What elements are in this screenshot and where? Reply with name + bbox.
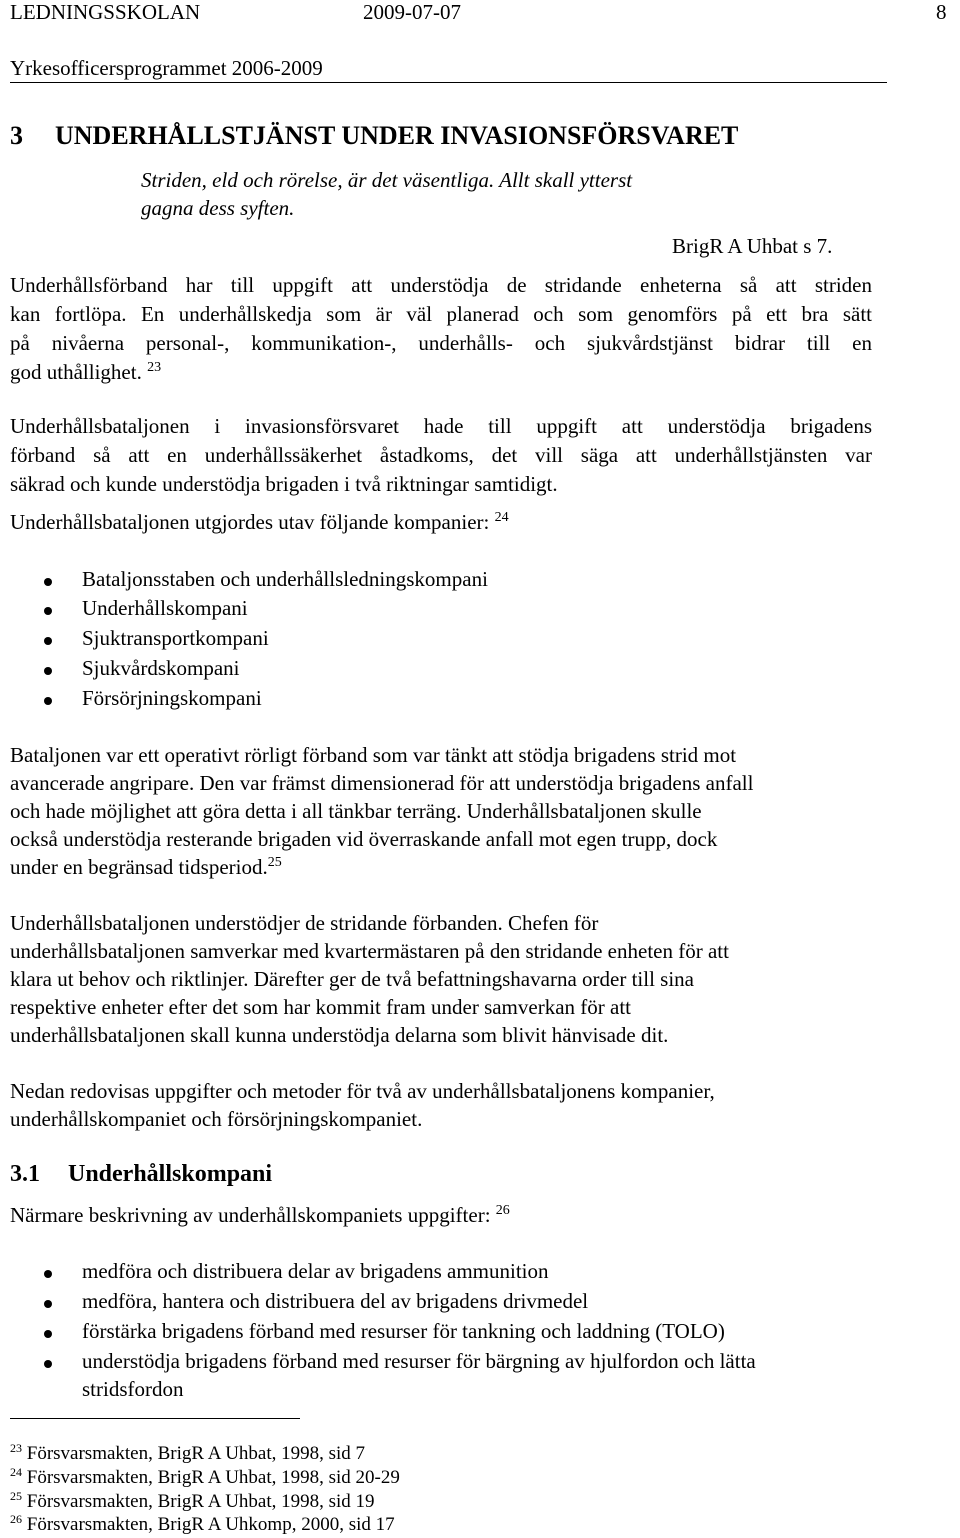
list-item: Försörjningskompani (82, 686, 262, 710)
quote-line-1: Striden, eld och rörelse, är det väsentliga. Allt skall ytterst (141, 168, 633, 192)
footnote (10, 1467, 400, 1489)
footnote-ref[interactable]: 24 (494, 510, 509, 525)
header-date: 2009-07-07 (363, 0, 461, 24)
footnote-text: Försvarsmakten, BrigR A Uhbat, 1998, sid 20-29 (26, 1467, 400, 1488)
quote-source: BrigR A Uhbat s 7. (672, 234, 833, 258)
paragraph-line: säkrad och kunde understödja brigaden i två riktningar samtidigt. (10, 472, 558, 496)
header-program: Yrkesofficersprogrammet 2006-2009 (10, 56, 323, 80)
paragraph-line (10, 855, 282, 880)
footnote-text: Försvarsmakten, BrigR A Uhbat, 1998, sid 19 (26, 1491, 375, 1512)
paragraph-line: Nedan redovisas uppgifter och metoder för två av underhållsbataljonens kompanier, (10, 1079, 715, 1103)
paragraph-line: förband så att en underhållssäkerhet åstadkoms, det vill säga att underhållstjänsten var (10, 443, 872, 467)
list-item: Sjuktransportkompani (82, 626, 269, 650)
footnote-ref[interactable]: 23 (147, 360, 162, 375)
paragraph-text: under en begränsad tidsperiod. (10, 855, 268, 879)
paragraph-line: respektive enheter efter det som har kommit fram under samverkan för att (10, 995, 632, 1019)
list-item: Bataljonsstaben och underhållsledningskompani (82, 567, 488, 591)
paragraph-text: god uthållighet. (10, 360, 142, 384)
header-school: LEDNINGSSKOLAN (10, 0, 201, 24)
paragraph-line: kan fortlöpa. En underhållskedja som är väl planerad och som genomförs på ett bra sätt (10, 302, 872, 326)
footnote (10, 1514, 395, 1536)
paragraph-line: Underhållsförband har till uppgift att understödja de stridande enheterna så att striden (10, 273, 872, 297)
paragraph-line: Underhållsbataljonen i invasionsförsvaret hade till uppgift att understödja brigadens (10, 414, 872, 438)
header-page-number: 8 (936, 0, 947, 24)
footnote-number: 25 (10, 1489, 22, 1503)
bullet-icon (44, 667, 52, 675)
paragraph-line (10, 360, 161, 385)
list-item: understödja brigadens förband med resurser för bärgning av hjulfordon och lätta (82, 1349, 756, 1373)
bullet-icon (44, 607, 52, 615)
footnote (10, 1443, 365, 1465)
section-title: Underhållskompani (68, 1161, 273, 1187)
chapter-number: 3 (10, 121, 23, 150)
paragraph-line: och hade möjlighet att göra detta i all tänkbar terräng. Underhållsbataljonen skulle (10, 799, 702, 823)
header-rule (10, 82, 887, 83)
list-item: Sjukvårdskompani (82, 656, 240, 680)
list-item: Underhållskompani (82, 596, 248, 620)
bullet-icon (44, 637, 52, 645)
footnote-number: 26 (10, 1512, 22, 1526)
paragraph-line: avancerade angripare. Den var främst dimensionerad för att understödja brigadens anfall (10, 771, 754, 795)
paragraph-line: klara ut behov och riktlinjer. Därefter ger de två befattningshavarna order till sina (10, 967, 694, 991)
paragraph-line: också understödja resterande brigaden vid överraskande anfall mot egen trupp, dock (10, 827, 718, 851)
quote-line-2: gagna dess syften. (141, 196, 295, 220)
bullet-icon (44, 1300, 52, 1308)
paragraph-text: Underhållsbataljonen utgjordes utav följande kompanier: (10, 510, 490, 534)
paragraph-line: underhållsbataljonen skall kunna understödja delarna som blivit hänvisade dit. (10, 1023, 669, 1047)
paragraph-line (10, 510, 509, 535)
bullet-icon (44, 578, 52, 586)
bullet-icon (44, 697, 52, 705)
paragraph-line: Underhållsbataljonen understödjer de stridande förbanden. Chefen för (10, 911, 599, 935)
list-item: medföra, hantera och distribuera del av brigadens drivmedel (82, 1289, 589, 1313)
footnote-number: 23 (10, 1441, 22, 1455)
list-item: medföra och distribuera delar av brigadens ammunition (82, 1259, 549, 1283)
chapter-title: UNDERHÅLLSTJÄNST UNDER INVASIONSFÖRSVARET (55, 121, 739, 150)
footnote-text: Försvarsmakten, BrigR A Uhkomp, 2000, sid 17 (26, 1514, 395, 1535)
footnote-ref[interactable]: 25 (267, 855, 282, 870)
bullet-icon (44, 1330, 52, 1338)
paragraph-line: Bataljonen var ett operativt rörligt förband som var tänkt att stödja brigadens strid mot (10, 743, 737, 767)
footnote (10, 1491, 375, 1513)
paragraph-text: Närmare beskrivning av underhållskompaniets uppgifter: (10, 1203, 491, 1227)
list-item: förstärka brigadens förband med resurser för tankning och laddning (TOLO) (82, 1319, 725, 1343)
footnote-number: 24 (10, 1465, 22, 1479)
bullet-icon (44, 1270, 52, 1278)
list-item-continuation: stridsfordon (82, 1377, 184, 1401)
footnote-rule (10, 1418, 300, 1419)
paragraph-line: underhållsbataljonen samverkar med kvartermästaren på den stridande enheten för att (10, 939, 729, 963)
footnote-ref[interactable]: 26 (495, 1203, 510, 1218)
section-number: 3.1 (10, 1161, 40, 1187)
paragraph-line (10, 1203, 510, 1228)
paragraph-line: på nivåerna personal-, kommunikation-, underhålls- och sjukvårdstjänst bidrar till en (10, 331, 872, 355)
paragraph-line: underhållskompaniet och försörjningskompaniet. (10, 1107, 423, 1131)
bullet-icon (44, 1360, 52, 1368)
footnote-text: Försvarsmakten, BrigR A Uhbat, 1998, sid 7 (26, 1443, 366, 1464)
